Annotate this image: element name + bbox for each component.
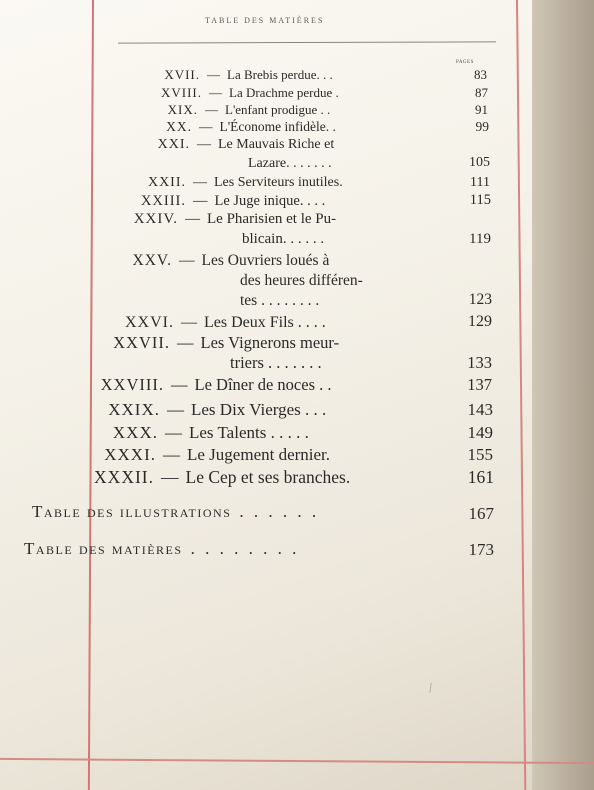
entry-dash: —: [193, 175, 207, 190]
leader-dots: . . . . . . . .: [190, 539, 300, 558]
chapter-number: XXIII.: [140, 193, 186, 209]
entry-dash: —: [199, 119, 213, 134]
toc-entry-line: [106, 315, 326, 331]
chapter-number: XXXII.: [94, 467, 154, 487]
entry-dash: —: [207, 67, 220, 82]
chapter-title-continuation: blicain. . . . . .: [242, 231, 325, 247]
page-number: 129: [468, 313, 492, 330]
page-number: 161: [467, 467, 494, 487]
toc-entry-line: [118, 212, 336, 227]
toc-entry-line: [82, 446, 330, 463]
toc-entry-line: [88, 401, 326, 418]
chapter-number: XXX.: [112, 423, 158, 442]
leader-dots: . . . . . .: [239, 502, 320, 521]
toc-entry-line: [124, 194, 325, 209]
chapter-title: La Drachme perdue .: [229, 85, 339, 100]
appendix-table-label: Table des illustrations: [32, 502, 232, 521]
chapter-title: Les Dix Vierges . . .: [191, 400, 327, 419]
page-number: 119: [469, 231, 491, 247]
chapter-number: XXI.: [157, 137, 190, 152]
chapter-number: XXXI.: [104, 445, 156, 464]
running-header: TABLE DES MATIÈRES: [205, 16, 325, 25]
entry-dash: —: [179, 252, 195, 269]
chapter-title: Les Talents . . . . .: [189, 423, 309, 442]
chapter-title: Les Ouvriers loués à: [201, 252, 330, 269]
toc-entry-line: [96, 424, 309, 441]
chapter-number: XVII.: [164, 67, 200, 82]
chapter-title: L'Économe infidèle. .: [219, 119, 336, 134]
chapter-number: XVIII.: [160, 85, 202, 100]
chapter-title: Le Dîner de noces . .: [194, 375, 332, 394]
chapter-title-continuation: triers . . . . . . .: [230, 353, 322, 372]
chapter-title: Le Mauvais Riche et: [218, 137, 335, 152]
page-number: 123: [468, 291, 492, 308]
chapter-title: Les Vignerons meur-: [200, 333, 340, 352]
chapter-title: Le Juge inique. . . .: [214, 193, 326, 209]
page-number: 83: [474, 67, 487, 82]
chapter-number: XXVII.: [113, 333, 170, 352]
chapter-number: XXIV.: [133, 211, 178, 227]
toc-entry-line: [132, 176, 343, 190]
page-number: 149: [467, 423, 493, 442]
chapter-title: L'enfant prodigue . .: [225, 102, 331, 117]
chapter-title: La Brebis perdue. . .: [227, 67, 333, 82]
entry-dash: —: [197, 137, 211, 152]
chapter-title-continuation: tes . . . . . . . .: [240, 292, 320, 309]
entry-dash: —: [185, 211, 200, 227]
chapter-number: XX.: [166, 119, 192, 134]
chapter-title-continuation: des heures différen-: [240, 272, 363, 289]
page-number: 111: [470, 175, 490, 190]
entry-dash: —: [205, 102, 218, 117]
chapter-title: Le Pharisien et le Pu-: [207, 211, 337, 227]
toc-entry-line: [120, 253, 329, 269]
toc-entry-line: [146, 103, 330, 116]
entry-dash: —: [181, 314, 197, 331]
chapter-number: XXII.: [147, 175, 186, 190]
chapter-title: Les Deux Fils . . . .: [204, 314, 326, 331]
page-number: 99: [475, 119, 489, 134]
entry-dash: —: [163, 445, 180, 464]
entry-dash: —: [209, 85, 222, 100]
page-number: 167: [468, 504, 494, 523]
page-number: 133: [467, 353, 492, 372]
entry-dash: —: [193, 193, 208, 209]
page-number: 173: [468, 540, 494, 559]
entry-dash: —: [165, 423, 182, 442]
chapter-title: Les Serviteurs inutiles.: [214, 175, 343, 190]
chapter-title: Le Cep et ses branches.: [185, 467, 351, 487]
toc-entry-line: [152, 120, 336, 134]
entry-dash: —: [161, 467, 179, 487]
entry-dash: —: [177, 333, 194, 352]
page-number: 155: [467, 445, 493, 464]
chapter-number: XIX.: [167, 102, 198, 117]
page-number: 143: [467, 400, 493, 419]
pages-column-label: PAGES: [456, 60, 474, 65]
toc-entry-line: [148, 68, 333, 81]
entry-dash: —: [171, 375, 188, 394]
chapter-number: XXIX.: [108, 400, 160, 419]
entry-dash: —: [167, 400, 184, 419]
toc-entry-line: [140, 86, 339, 99]
page-number: 91: [475, 102, 488, 117]
appendix-table-entry: [24, 540, 299, 557]
chapter-number: XXVIII.: [100, 375, 164, 394]
toc-entry-line: [90, 335, 339, 352]
toc-entry-line: [76, 377, 332, 394]
appendix-table-label: Table des matières: [24, 539, 183, 558]
chapter-title-continuation: Lazare. . . . . . .: [248, 156, 332, 171]
page-number: 137: [467, 375, 492, 394]
toc-entry-line: [148, 138, 334, 152]
appendix-table-entry: [32, 503, 319, 520]
page-number: 105: [469, 155, 490, 170]
toc-entry-line: [76, 469, 350, 487]
chapter-number: XXV.: [132, 252, 172, 269]
chapter-title: Le Jugement dernier.: [187, 445, 331, 464]
page-number: 115: [469, 192, 491, 208]
page-number: 87: [475, 85, 488, 100]
chapter-number: XXVI.: [125, 314, 174, 331]
